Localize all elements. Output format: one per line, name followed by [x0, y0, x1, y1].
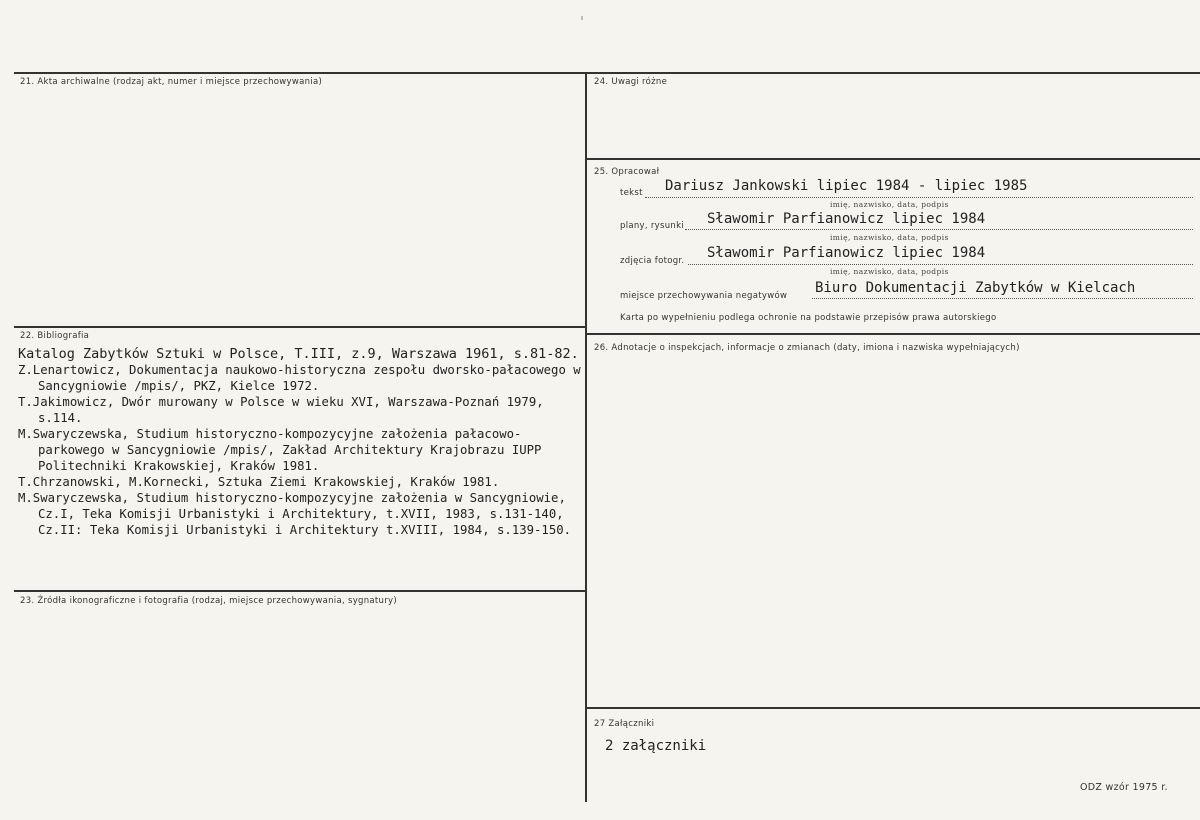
punch-mark — [581, 16, 583, 20]
bibliography-list — [18, 346, 588, 538]
tekst-caption: imię, nazwisko, data, podpis — [830, 200, 949, 209]
zdjecia-value: Sławomir Parfianowicz lipiec 1984 — [707, 245, 986, 261]
plany-label: plany, rysunki — [620, 221, 684, 231]
right-divider-25-26 — [587, 333, 1200, 335]
bibliography-entry: M.Swaryczewska, Studium historyczno-kompozycyjne założenia pałacowo-parkowego w Sancygniowie /mpis/, Zakład Architektury Krajobrazu IUPP Politechniki Krakowskiej, Kraków 1981. — [18, 427, 542, 473]
bibliography-entry: T.Jakimowicz, Dwór murowany w Polsce w wieku XVI, Warszawa-Poznań 1979, s.114. — [18, 395, 544, 425]
zdjecia-caption: imię, nazwisko, data, podpis — [830, 267, 949, 276]
section-27-label: 27 Załączniki — [594, 719, 655, 729]
right-divider-24-25 — [587, 158, 1200, 160]
tekst-label: tekst — [620, 188, 643, 198]
plany-caption: imię, nazwisko, data, podpis — [830, 233, 949, 242]
plany-value: Sławomir Parfianowicz lipiec 1984 — [707, 211, 986, 227]
zdjecia-dotline — [688, 264, 1193, 265]
tekst-dotline — [645, 197, 1193, 198]
section-24-label: 24. Uwagi różne — [594, 77, 668, 87]
negatywy-label: miejsce przechowywania negatywów — [620, 291, 788, 301]
section-25-label: 25. Opracował — [594, 167, 660, 177]
section-23-label: 23. Źródła ikonograficzne i fotografia (rodzaj, miejsce przechowywania, sygnatury) — [20, 596, 397, 606]
attachments-value: 2 załączniki — [605, 738, 707, 754]
copyright-notice: Karta po wypełnieniu podlega ochronie na podstawie przepisów prawa autorskiego — [620, 313, 997, 323]
section-26-label: 26. Adnotacje o inspekcjach, informacje o zmianach (daty, imiona i nazwiska wypełniających) — [594, 343, 1020, 353]
left-divider-22-23 — [14, 590, 585, 592]
plany-dotline — [685, 229, 1193, 230]
top-border — [14, 72, 1200, 74]
form-version-footer: ODZ wzór 1975 r. — [1080, 782, 1168, 793]
right-divider-26-27 — [587, 707, 1200, 709]
tekst-value: Dariusz Jankowski lipiec 1984 - lipiec 1985 — [665, 178, 1028, 194]
negatywy-dotline — [812, 298, 1193, 299]
bibliography-entry: T.Chrzanowski, M.Kornecki, Sztuka Ziemi Krakowskiej, Kraków 1981. — [18, 475, 500, 489]
bibliography-entry: Katalog Zabytków Sztuki w Polsce, T.III, z.9, Warszawa 1961, s.81-82. — [18, 346, 579, 362]
bibliography-entry: M.Swaryczewska, Studium historyczno-kompozycyjne założenia w Sancygniowie, Cz.I, Teka Komisji Urbanistyki i Architektury, t.XVII, 1983, s.131-140, Cz.II: Teka Komisji Urbanistyki i Architektury t.XVIII, 1984, s.139-150. — [18, 491, 572, 537]
left-divider-21-22 — [14, 326, 585, 328]
negatywy-value: Biuro Dokumentacji Zabytków w Kielcach — [815, 280, 1136, 296]
section-21-label: 21. Akta archiwalne (rodzaj akt, numer i miejsce przechowywania) — [20, 77, 323, 87]
section-22-label: 22. Bibliografia — [20, 331, 90, 341]
bibliography-entry: Z.Lenartowicz, Dokumentacja naukowo-historyczna zespołu dworsko-pałacowego w Sancygniowie /mpis/, PKZ, Kielce 1972. — [18, 363, 581, 393]
zdjecia-label: zdjęcia fotogr. — [620, 256, 685, 266]
